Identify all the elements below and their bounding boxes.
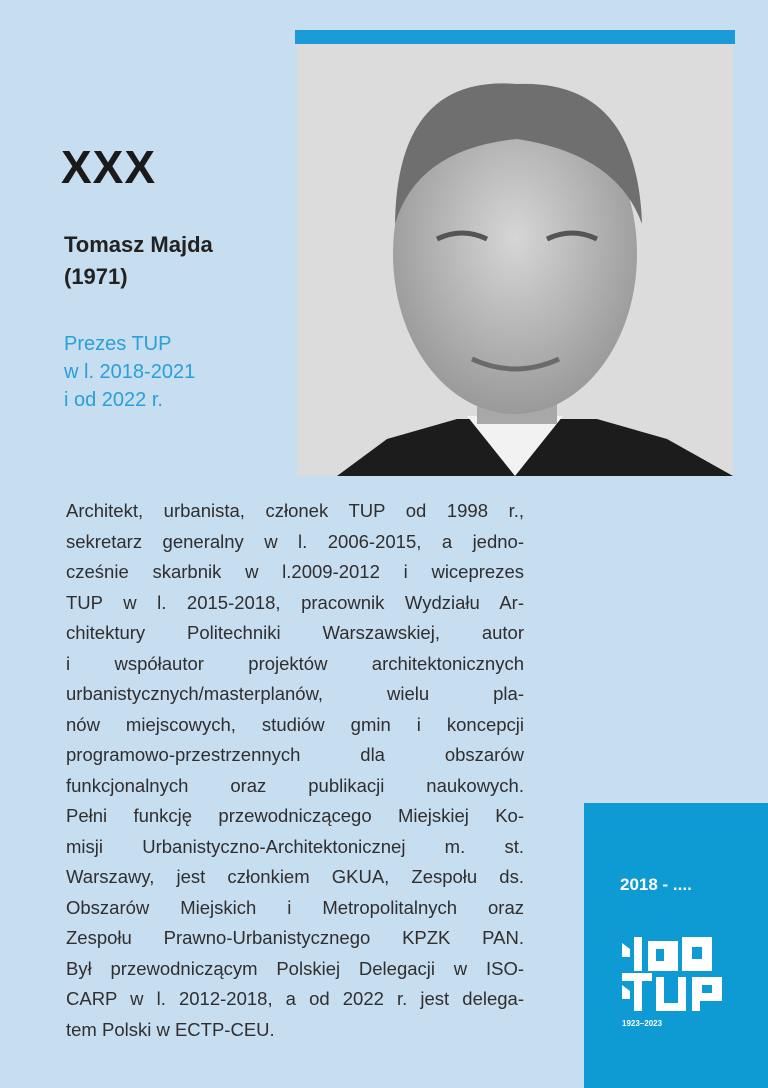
bio-line: tem Polski w ECTP-CEU. bbox=[66, 1018, 275, 1040]
bio-line: nów miejscowych, studiów gmin i koncepcji bbox=[66, 713, 524, 735]
person-heading bbox=[64, 229, 213, 293]
bio-line: Pełni funkcję przewodniczącego Miejskiej Ko- bbox=[66, 805, 524, 826]
bio-line: CARP w l. 2012-2018, a od 2022 r. jest delega- bbox=[66, 988, 524, 1009]
logo-years: 1923–2023 bbox=[622, 1019, 663, 1028]
bio-line: Warszawy, jest członkiem GKUA, Zespołu ds. bbox=[66, 866, 524, 887]
bio-line: chitektury Politechniki Warszawskiej, autor bbox=[66, 622, 524, 643]
bio-line: funkcjonalnych oraz publikacji naukowych. bbox=[66, 774, 524, 796]
bio-line: i współautor projektów architektonicznych bbox=[66, 652, 524, 674]
bio-line: Był przewodniczącym Polskiej Delegacji w ISO- bbox=[66, 957, 524, 979]
tup-100-logo bbox=[622, 935, 730, 1015]
period-years: 2018 - .... bbox=[620, 875, 692, 894]
role-line: w l. 2018-2021 bbox=[64, 361, 196, 383]
role-line: Prezes TUP bbox=[64, 333, 172, 355]
bio-line: TUP w l. 2015-2018, pracownik Wydziału Ar- bbox=[66, 591, 524, 613]
bio-line: urbanistycznych/masterplanów, wielu pla- bbox=[66, 683, 524, 704]
biography-paragraph bbox=[66, 496, 524, 1045]
bio-line: Zespołu Prawno-Urbanistycznego KPZK PAN. bbox=[66, 927, 524, 948]
person-birth-year: (1971) bbox=[64, 264, 128, 289]
bio-line: programowo-przestrzennych dla obszarów bbox=[66, 744, 524, 765]
portrait-photo bbox=[297, 44, 733, 476]
bio-line: misji Urbanistyczno-Architektonicznej m. st. bbox=[66, 835, 524, 857]
bio-line: Obszarów Miejskich i Metropolitalnych oraz bbox=[66, 896, 524, 918]
accent-bar bbox=[295, 30, 735, 44]
bio-line: Architekt, urbanista, członek TUP od 1998 r., bbox=[66, 500, 524, 521]
role-line: i od 2022 r. bbox=[64, 389, 163, 411]
bio-line: cześnie skarbnik w l.2009-2012 i wiceprezes bbox=[66, 561, 524, 582]
period-box bbox=[584, 803, 768, 1088]
role-description bbox=[64, 330, 195, 414]
section-marker: XXX bbox=[61, 141, 157, 193]
bio-line: sekretarz generalny w l. 2006-2015, a jedno- bbox=[66, 530, 524, 552]
person-name: Tomasz Majda bbox=[64, 232, 213, 257]
